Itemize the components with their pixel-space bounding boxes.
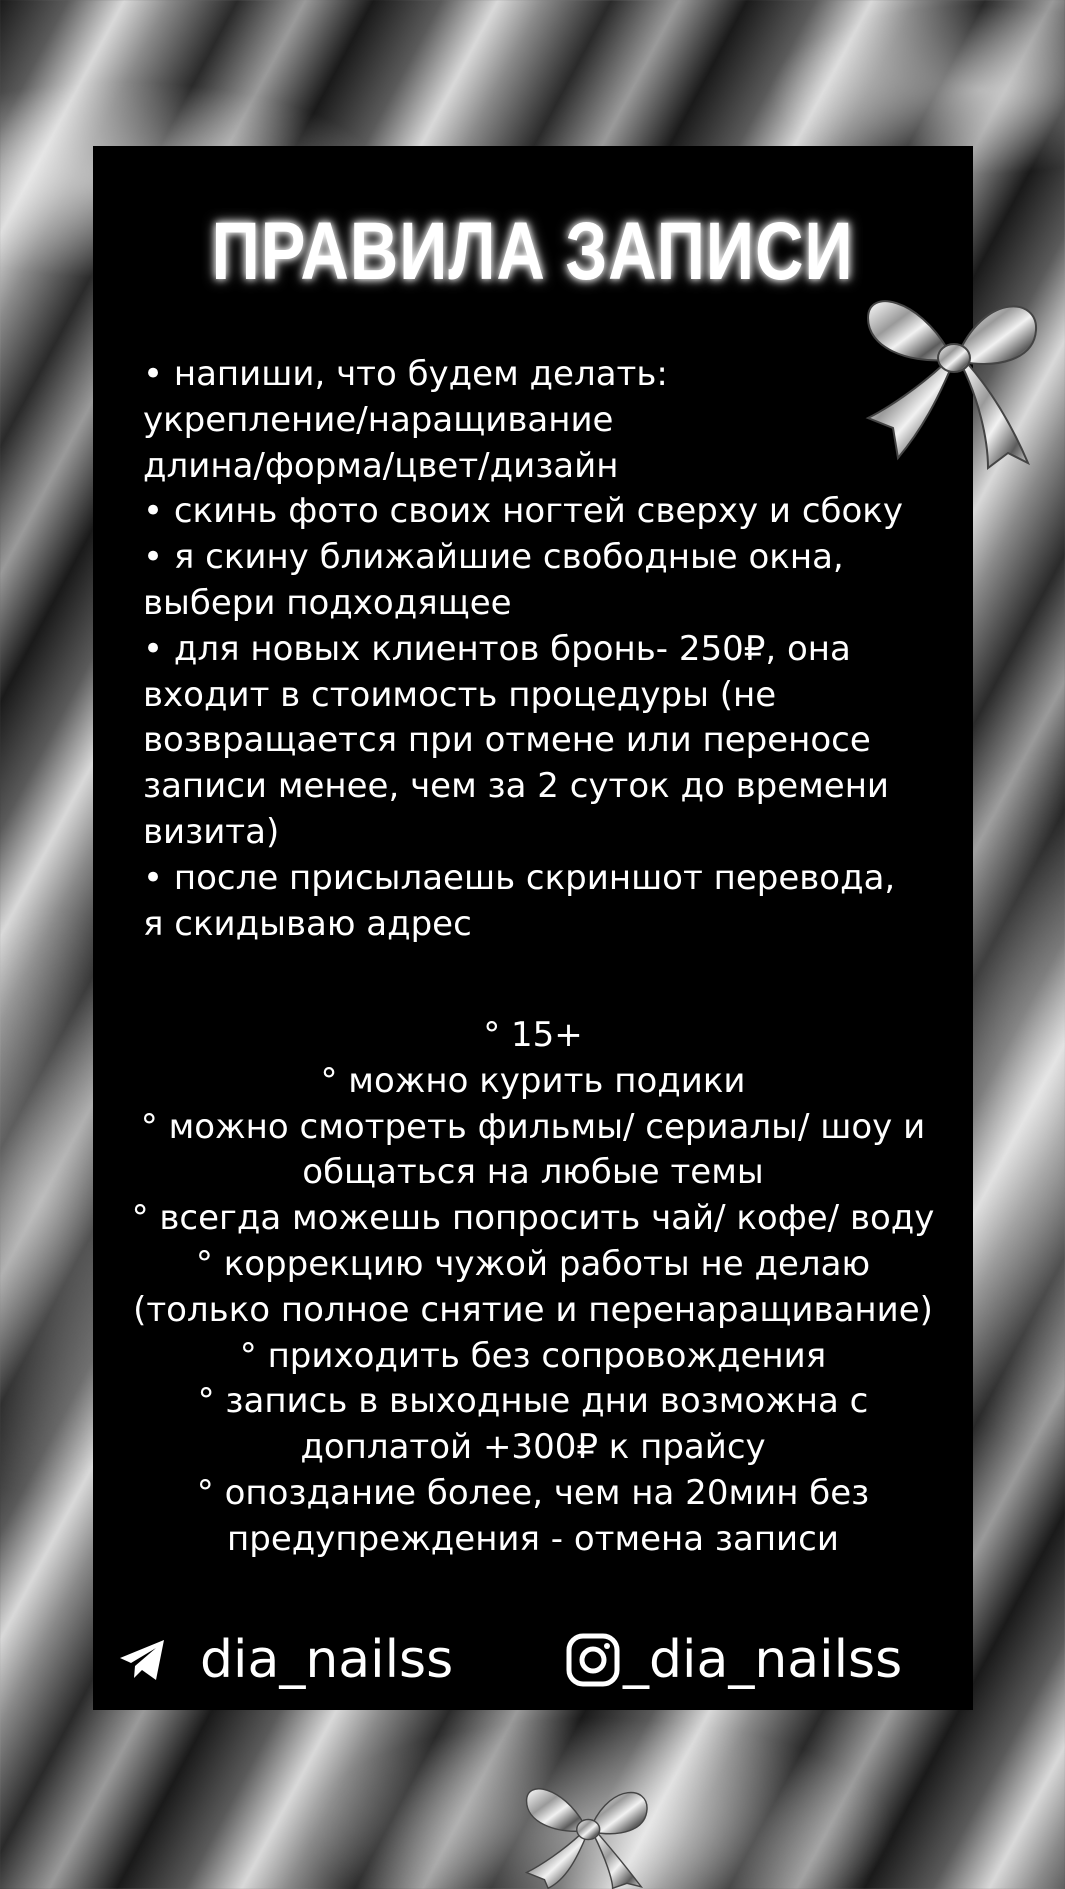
extra-line: доплатой +300₽ к прайсу <box>300 1427 766 1468</box>
booking-rules-list <box>143 352 943 947</box>
telegram-link[interactable] <box>118 1630 453 1690</box>
telegram-handle: dia_nailss <box>200 1630 454 1690</box>
extra-line: ° всегда можешь попросить чай/ кофе/ воду <box>131 1198 935 1239</box>
rule-line: возвращается при отмене или переносе <box>143 720 871 761</box>
extra-line: ° можно смотреть фильмы/ сериалы/ шоу и <box>140 1106 926 1147</box>
instagram-link[interactable] <box>565 1630 902 1690</box>
extra-line: ° приходить без сопровождения <box>239 1335 827 1376</box>
page-title: ПРАВИЛА ЗАПИСИ <box>211 206 854 297</box>
instagram-handle: _dia_nailss <box>623 1630 903 1690</box>
rule-line: длина/форма/цвет/дизайн <box>143 445 619 486</box>
instagram-icon <box>565 1632 621 1688</box>
extra-line: ° опоздание более, чем на 20мин без <box>196 1472 870 1513</box>
extra-line: ° коррекцию чужой работы не делаю <box>195 1243 871 1284</box>
extra-line: общаться на любые темы <box>302 1152 764 1193</box>
telegram-icon <box>118 1638 168 1682</box>
rule-line: • для новых клиентов бронь- 250₽, она <box>143 628 851 669</box>
rule-line: • напиши, что будем делать: <box>143 354 668 394</box>
rule-line: выбери подходящее <box>143 582 512 623</box>
rule-line: визита) <box>143 811 280 852</box>
rule-line: входит в стоимость процедуры (не <box>143 674 777 715</box>
extra-line: ° можно курить подики <box>320 1060 746 1101</box>
extra-line: предупреждения - отмена записи <box>227 1518 839 1559</box>
silver-bow-icon <box>505 1765 670 1889</box>
extra-info-list <box>93 1013 973 1563</box>
extra-line: ° запись в выходные дни возможна с <box>197 1381 869 1422</box>
rule-line: я скидываю адрес <box>143 903 472 944</box>
rule-line: • скинь фото своих ногтей сверху и сбоку <box>143 491 903 532</box>
rule-line: • после присылаешь скриншот перевода, <box>143 857 896 898</box>
rule-line: записи менее, чем за 2 суток до времени <box>143 766 890 807</box>
extra-line: ° 15+ <box>483 1015 583 1055</box>
rule-line: укрепление/наращивание <box>143 399 614 440</box>
rule-line: • я скину ближайшие свободные окна, <box>143 537 844 578</box>
extra-line: (только полное снятие и перенаращивание) <box>133 1289 933 1330</box>
